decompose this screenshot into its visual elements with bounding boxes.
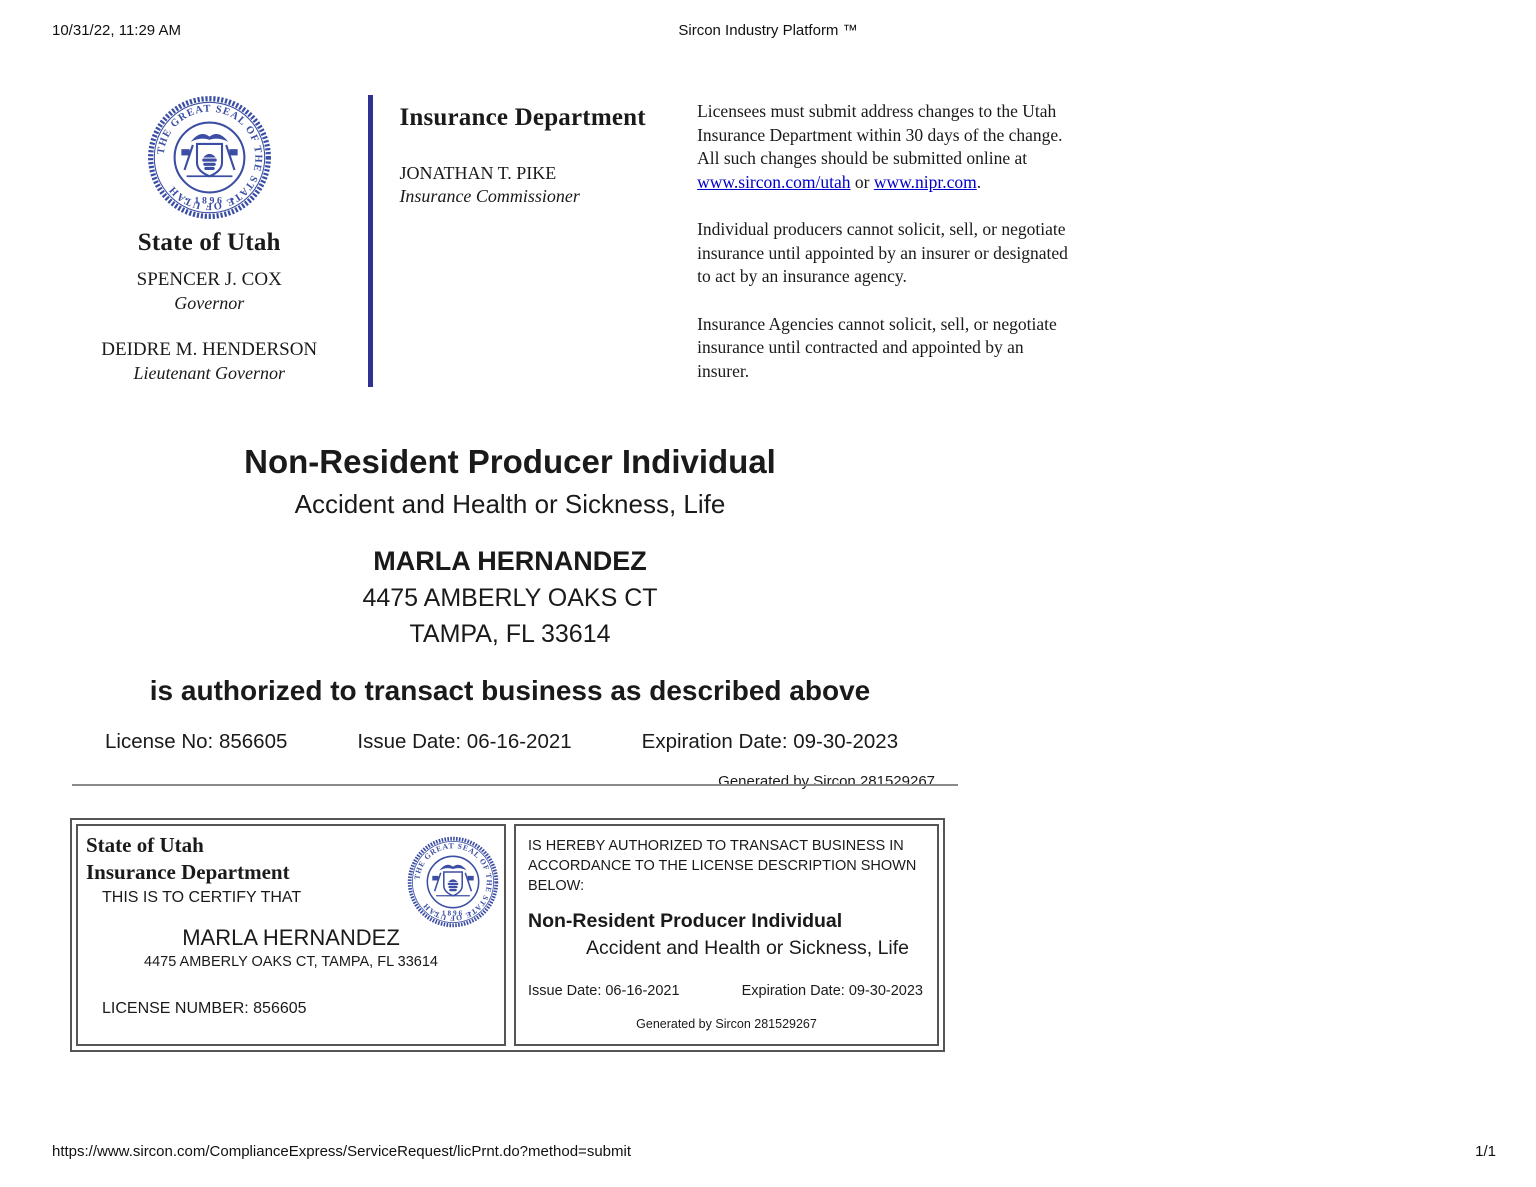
card-authorization-statement: IS HEREBY AUTHORIZED TO TRANSACT BUSINESS IN ACCORDANCE TO THE LICENSE DESCRIPTION SHOWN BELOW: (528, 838, 917, 894)
license-meta-row (70, 730, 950, 754)
department-title: Insurance Department (399, 104, 646, 131)
section-divider (72, 784, 958, 786)
governor-name: SPENCER J. COX (136, 269, 282, 290)
expiration-date-label: Expiration Date: (641, 730, 788, 753)
lt-governor-name: DEIDRE M. HENDERSON (101, 339, 318, 360)
letterhead (70, 95, 1080, 407)
license-card-left (76, 824, 506, 1046)
lt-governor-title: Lieutenant Governor (133, 363, 285, 383)
card-state-name: State of Utah (86, 833, 204, 857)
generated-by: Generated by Sircon 281529267 (718, 773, 935, 790)
print-title: Sircon Industry Platform ™ (678, 22, 858, 39)
license-number-label: License No: (105, 730, 214, 753)
license-card (70, 818, 945, 1052)
print-header (0, 22, 1536, 46)
commissioner-name: JONATHAN T. PIKE (399, 163, 557, 183)
card-lines-of-authority: Accident and Health or Sickness, Life (586, 937, 910, 959)
letterhead-department-column (399, 95, 661, 207)
license-card-right (514, 824, 939, 1046)
card-certify-text: THIS IS TO CERTIFY THAT (102, 889, 302, 906)
card-licensee-name: MARLA HERNANDEZ (182, 925, 400, 950)
commissioner-title: Insurance Commissioner (399, 186, 580, 206)
notice-text: or (850, 171, 874, 192)
card-dates-row (528, 983, 925, 999)
card-license-type: Non-Resident Producer Individual (528, 910, 843, 932)
card-issue-date: Issue Date: 06-16-2021 (528, 983, 680, 999)
card-license-number: LICENSE NUMBER: 856605 (102, 1000, 307, 1017)
expiration-date-value: 09-30-2023 (793, 730, 899, 753)
state-name: State of Utah (137, 229, 281, 256)
sircon-utah-link[interactable]: www.sircon.com/utah (697, 171, 851, 192)
lines-of-authority: Accident and Health or Sickness, Life (294, 489, 726, 519)
licensee-address-line1: 4475 AMBERLY OAKS CT (362, 584, 658, 612)
license-type-title: Non-Resident Producer Individual (244, 443, 776, 480)
notice-individual-producers: Individual producers cannot solicit, sell, or negotiate insurance until appointed by an insurer or designated to act by an insurance agency. (697, 219, 1068, 286)
nipr-link[interactable]: www.nipr.com (873, 171, 977, 192)
card-expiration-date: Expiration Date: 09-30-2023 (741, 983, 923, 999)
print-timestamp: 10/31/22, 11:29 AM (52, 22, 181, 39)
notice-text: . (976, 171, 982, 192)
card-licensee-address: 4475 AMBERLY OAKS CT, TAMPA, FL 33614 (144, 954, 438, 970)
license-number (105, 730, 287, 753)
license-body (70, 443, 950, 790)
notice-address-change (697, 100, 1080, 194)
page-number: 1/1 (1475, 1143, 1496, 1160)
licensee-name: MARLA HERNANDEZ (373, 546, 647, 576)
issue-date-label: Issue Date: (357, 730, 462, 753)
utah-state-seal-icon (407, 836, 499, 928)
expiration-date (642, 730, 898, 753)
card-department-name: Insurance Department (86, 860, 290, 884)
vertical-divider (368, 95, 373, 387)
issue-date-value: 06-16-2021 (466, 730, 572, 753)
issue-date (357, 730, 571, 753)
license-number-value: 856605 (218, 730, 288, 753)
source-url: https://www.sircon.com/ComplianceExpress/ServiceRequest/licPrnt.do?method=submit (52, 1143, 631, 1160)
utah-state-seal-icon (147, 95, 272, 220)
authorization-statement: is authorized to transact business as described above (149, 675, 871, 706)
notice-insurance-agencies: Insurance Agencies cannot solicit, sell, or negotiate insurance until contracted and appointed by an insurer. (697, 313, 1057, 381)
licensee-address-line2: TAMPA, FL 33614 (409, 620, 611, 648)
governor-title: Governor (174, 293, 245, 313)
card-generated-by: Generated by Sircon 281529267 (636, 1017, 817, 1031)
letterhead-state-column (88, 95, 330, 384)
notice-text: Licensees must submit address changes to the Utah Insurance Department within 30 days of the change. All such changes should be submitted online at (697, 101, 1063, 168)
letterhead-notices (697, 95, 1080, 407)
